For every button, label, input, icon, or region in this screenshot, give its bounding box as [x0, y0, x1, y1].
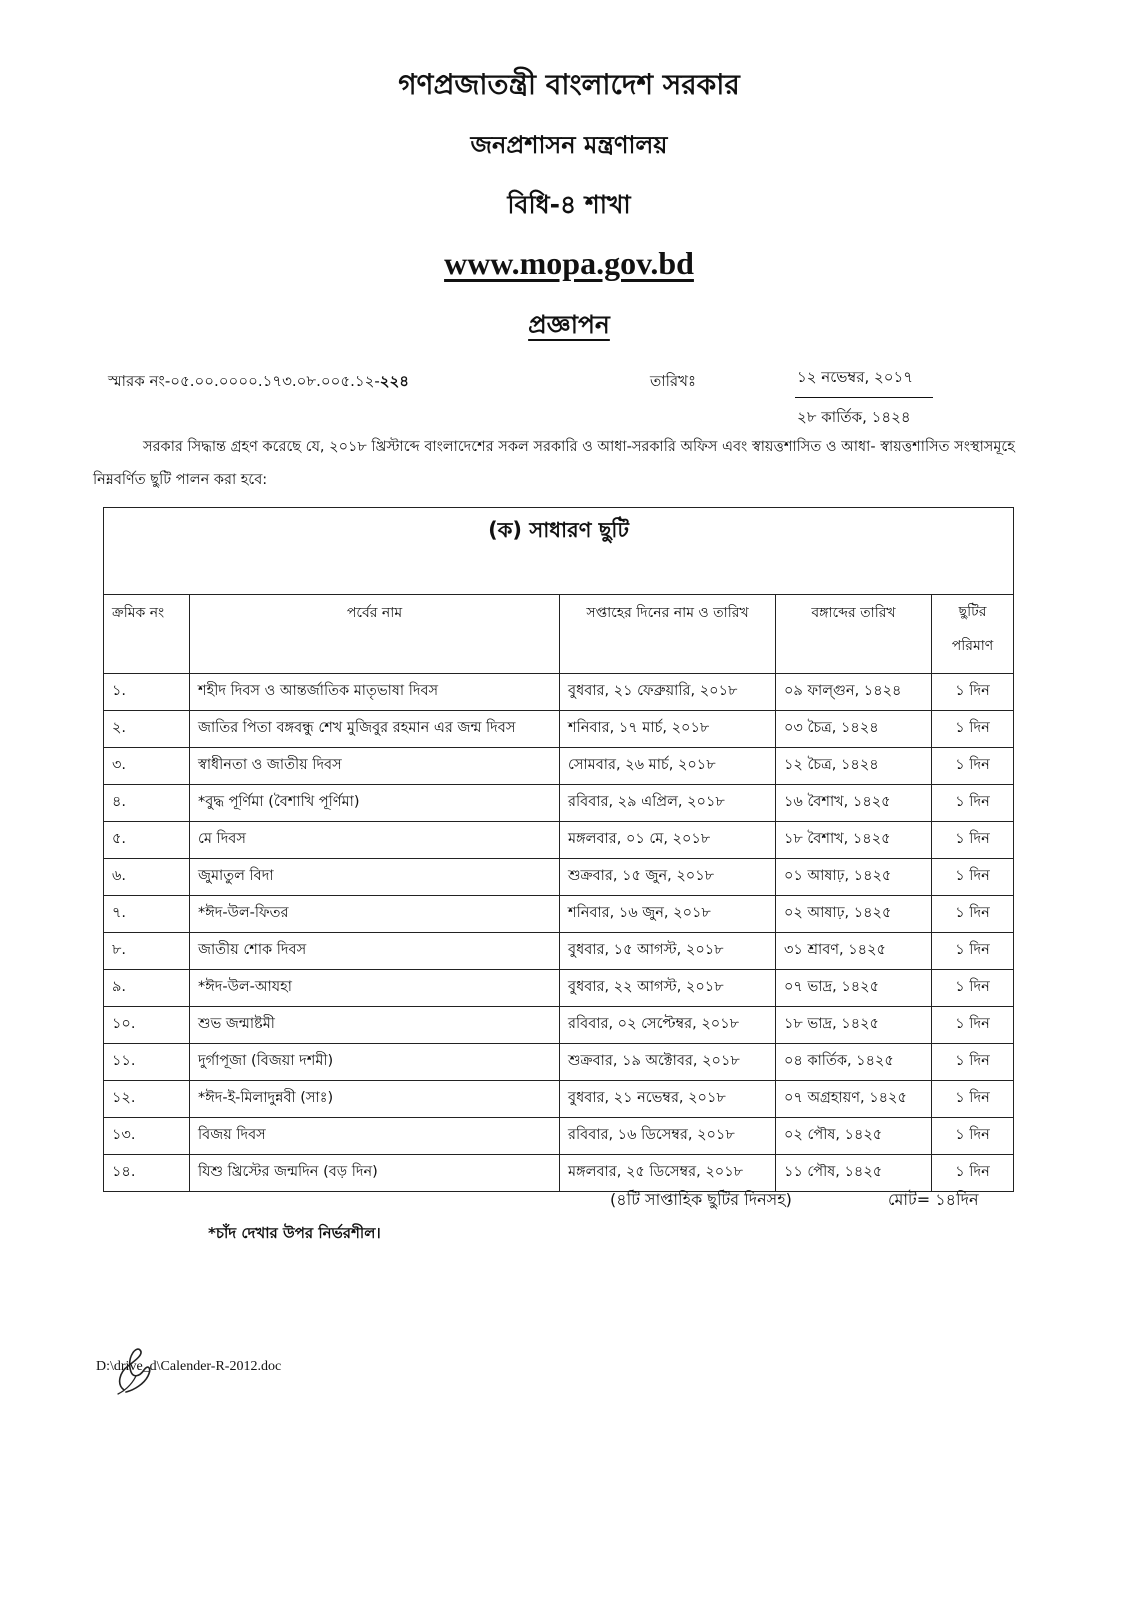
table-row: [104, 896, 1014, 933]
cell-amount: ১ দিন: [932, 785, 1014, 822]
header-day-date: সপ্তাহের দিনের নাম ও তারিখ: [560, 595, 776, 674]
cell-serial: ২.: [104, 711, 190, 748]
cell-bangla-date: ০৪ কার্তিক, ১৪২৫: [776, 1044, 932, 1081]
date-gregorian: ১২ নভেম্বর, ২০১৭: [795, 366, 933, 398]
cell-day-date: বুধবার, ২১ ফেব্রুয়ারি, ২০১৮: [560, 674, 776, 711]
cell-bangla-date: ১৮ বৈশাখ, ১৪২৫: [776, 822, 932, 859]
date-bangla: ২৮ কার্তিক, ১৪২৪: [797, 408, 911, 426]
table-row: [104, 1118, 1014, 1155]
cell-day-date: মঙ্গলবার, ২৫ ডিসেম্বর, ২০১৮: [560, 1155, 776, 1192]
cell-amount: ১ দিন: [932, 1007, 1014, 1044]
cell-serial: ১৪.: [104, 1155, 190, 1192]
cell-bangla-date: ০৭ ভাদ্র, ১৪২৫: [776, 970, 932, 1007]
table-row: [104, 970, 1014, 1007]
cell-amount: ১ দিন: [932, 822, 1014, 859]
cell-amount: ১ দিন: [932, 1044, 1014, 1081]
government-title: গণপ্রজাতন্ত্রী বাংলাদেশ সরকার: [398, 68, 740, 101]
cell-bangla-date: ০১ আষাঢ়, ১৪২৫: [776, 859, 932, 896]
cell-amount: ১ দিন: [932, 748, 1014, 785]
cell-bangla-date: ১২ চৈত্র, ১৪২৪: [776, 748, 932, 785]
cell-serial: ১২.: [104, 1081, 190, 1118]
table-row: [104, 822, 1014, 859]
table-row: [104, 933, 1014, 970]
header-serial: ক্রমিক নং: [104, 595, 190, 674]
cell-day-date: রবিবার, ২৯ এপ্রিল, ২০১৮: [560, 785, 776, 822]
cell-bangla-date: ০৯ ফাল্গুন, ১৪২৪: [776, 674, 932, 711]
cell-holiday-name: দুর্গাপূজা (বিজয়া দশমী): [190, 1044, 560, 1081]
cell-serial: ১০.: [104, 1007, 190, 1044]
header-name: পর্বের নাম: [190, 595, 560, 674]
file-path: D:\drive_d\Calender-R-2012.doc: [96, 1359, 282, 1374]
cell-holiday-name: *বুদ্ধ পূর্ণিমা (বৈশাখি পূর্ণিমা): [190, 785, 560, 822]
cell-day-date: মঙ্গলবার, ০১ মে, ২০১৮: [560, 822, 776, 859]
cell-serial: ৪.: [104, 785, 190, 822]
header-amount-line2: পরিমাণ: [951, 638, 994, 654]
table-row: [104, 1155, 1014, 1192]
table-header-row: [104, 595, 1014, 674]
cell-holiday-name: *ঈদ-ই-মিলাদুন্নবী (সাঃ): [190, 1081, 560, 1118]
cell-bangla-date: ১৮ ভাদ্র, ১৪২৫: [776, 1007, 932, 1044]
section-title: বিধি-৪ শাখা: [507, 190, 631, 219]
table-row: [104, 748, 1014, 785]
cell-serial: ১১.: [104, 1044, 190, 1081]
signature-scribble: [110, 1346, 162, 1396]
cell-holiday-name: শহীদ দিবস ও আন্তর্জাতিক মাতৃভাষা দিবস: [190, 674, 560, 711]
table-body: [104, 674, 1014, 1192]
cell-holiday-name: মে দিবস: [190, 822, 560, 859]
cell-amount: ১ দিন: [932, 711, 1014, 748]
intro-paragraph: সরকার সিদ্ধান্ত গ্রহণ করেছে যে, ২০১৮ খ্রিস্টাব্দে বাংলাদেশের সকল সরকারি ও আধা-সরকারি অফিস এবং স্বায়ত্তশাসিত ও আধা- স্বায়ত্তশাসিত সংস্থাসমূহে নিম্নবর্ণিত ছুটি পালন করা হবে:: [93, 439, 1015, 488]
memo-number-prefix: স্মারক নং-০৫.০০.০০০০.১৭৩.০৮.০০৫.১২-: [108, 372, 380, 390]
cell-holiday-name: যিশু খ্রিস্টের জন্মদিন (বড় দিন): [190, 1155, 560, 1192]
cell-holiday-name: স্বাধীনতা ও জাতীয় দিবস: [190, 748, 560, 785]
website-link[interactable]: www.mopa.gov.bd: [444, 245, 694, 281]
header-amount: [932, 595, 1014, 674]
holiday-table: [103, 507, 1014, 1192]
cell-holiday-name: জাতির পিতা বঙ্গবন্ধু শেখ মুজিবুর রহমান এর জন্ম দিবস: [190, 711, 560, 748]
cell-amount: ১ দিন: [932, 1155, 1014, 1192]
cell-bangla-date: ৩১ শ্রাবণ, ১৪২৫: [776, 933, 932, 970]
cell-day-date: রবিবার, ১৬ ডিসেম্বর, ২০১৮: [560, 1118, 776, 1155]
cell-day-date: শনিবার, ১৭ মার্চ, ২০১৮: [560, 711, 776, 748]
memo-number: [108, 370, 409, 395]
cell-holiday-name: *ঈদ-উল-আযহা: [190, 970, 560, 1007]
cell-amount: ১ দিন: [932, 674, 1014, 711]
header-bangla-date: বঙ্গাব্দের তারিখ: [776, 595, 932, 674]
cell-serial: ১.: [104, 674, 190, 711]
cell-serial: ৩.: [104, 748, 190, 785]
cell-serial: ৮.: [104, 933, 190, 970]
weekly-holiday-note: (৪টি সাপ্তাহিক ছুটির দিনসহ): [610, 1190, 792, 1209]
document-type-title: প্রজ্ঞাপন: [528, 310, 610, 339]
cell-holiday-name: জাতীয় শোক দিবস: [190, 933, 560, 970]
cell-serial: ৯.: [104, 970, 190, 1007]
cell-bangla-date: ০৭ অগ্রহায়ণ, ১৪২৫: [776, 1081, 932, 1118]
cell-day-date: শনিবার, ১৬ জুন, ২০১৮: [560, 896, 776, 933]
cell-amount: ১ দিন: [932, 933, 1014, 970]
cell-bangla-date: ০৩ চৈত্র, ১৪২৪: [776, 711, 932, 748]
table-row: [104, 785, 1014, 822]
total-holidays: মোট= ১৪দিন: [888, 1190, 979, 1209]
cell-amount: ১ দিন: [932, 896, 1014, 933]
cell-bangla-date: ০২ আষাঢ়, ১৪২৫: [776, 896, 932, 933]
memo-number-suffix: ২২৪: [379, 372, 410, 390]
cell-day-date: বুধবার, ১৫ আগস্ট, ২০১৮: [560, 933, 776, 970]
cell-amount: ১ দিন: [932, 970, 1014, 1007]
table-row: [104, 1081, 1014, 1118]
cell-day-date: বুধবার, ২১ নভেম্বর, ২০১৮: [560, 1081, 776, 1118]
table-row: [104, 859, 1014, 896]
cell-amount: ১ দিন: [932, 1118, 1014, 1155]
table-row: [104, 1007, 1014, 1044]
cell-bangla-date: ০২ পৌষ, ১৪২৫: [776, 1118, 932, 1155]
table-row: [104, 711, 1014, 748]
cell-day-date: শুক্রবার, ১৯ অক্টোবর, ২০১৮: [560, 1044, 776, 1081]
cell-bangla-date: ১৬ বৈশাখ, ১৪২৫: [776, 785, 932, 822]
cell-serial: ৭.: [104, 896, 190, 933]
date-label: তারিখঃ: [650, 372, 696, 390]
header-amount-line1: ছুটির: [958, 604, 987, 620]
ministry-title: জনপ্রশাসন মন্ত্রণালয়: [470, 131, 668, 159]
cell-day-date: সোমবার, ২৬ মার্চ, ২০১৮: [560, 748, 776, 785]
cell-holiday-name: বিজয় দিবস: [190, 1118, 560, 1155]
table-row: [104, 1044, 1014, 1081]
table-title: (ক) সাধারণ ছুটি: [104, 508, 1014, 595]
cell-holiday-name: জুমাতুল বিদা: [190, 859, 560, 896]
moon-sighting-note: *চাঁদ দেখার উপর নির্ভরশীল।: [208, 1224, 381, 1242]
cell-serial: ১৩.: [104, 1118, 190, 1155]
date-block: [795, 366, 933, 431]
cell-holiday-name: শুভ জন্মাষ্টমী: [190, 1007, 560, 1044]
table-row: [104, 674, 1014, 711]
cell-serial: ৫.: [104, 822, 190, 859]
cell-holiday-name: *ঈদ-উল-ফিতর: [190, 896, 560, 933]
cell-day-date: রবিবার, ০২ সেপ্টেম্বর, ২০১৮: [560, 1007, 776, 1044]
cell-serial: ৬.: [104, 859, 190, 896]
cell-amount: ১ দিন: [932, 1081, 1014, 1118]
cell-amount: ১ দিন: [932, 859, 1014, 896]
cell-day-date: বুধবার, ২২ আগস্ট, ২০১৮: [560, 970, 776, 1007]
cell-day-date: শুক্রবার, ১৫ জুন, ২০১৮: [560, 859, 776, 896]
cell-bangla-date: ১১ পৌষ, ১৪২৫: [776, 1155, 932, 1192]
